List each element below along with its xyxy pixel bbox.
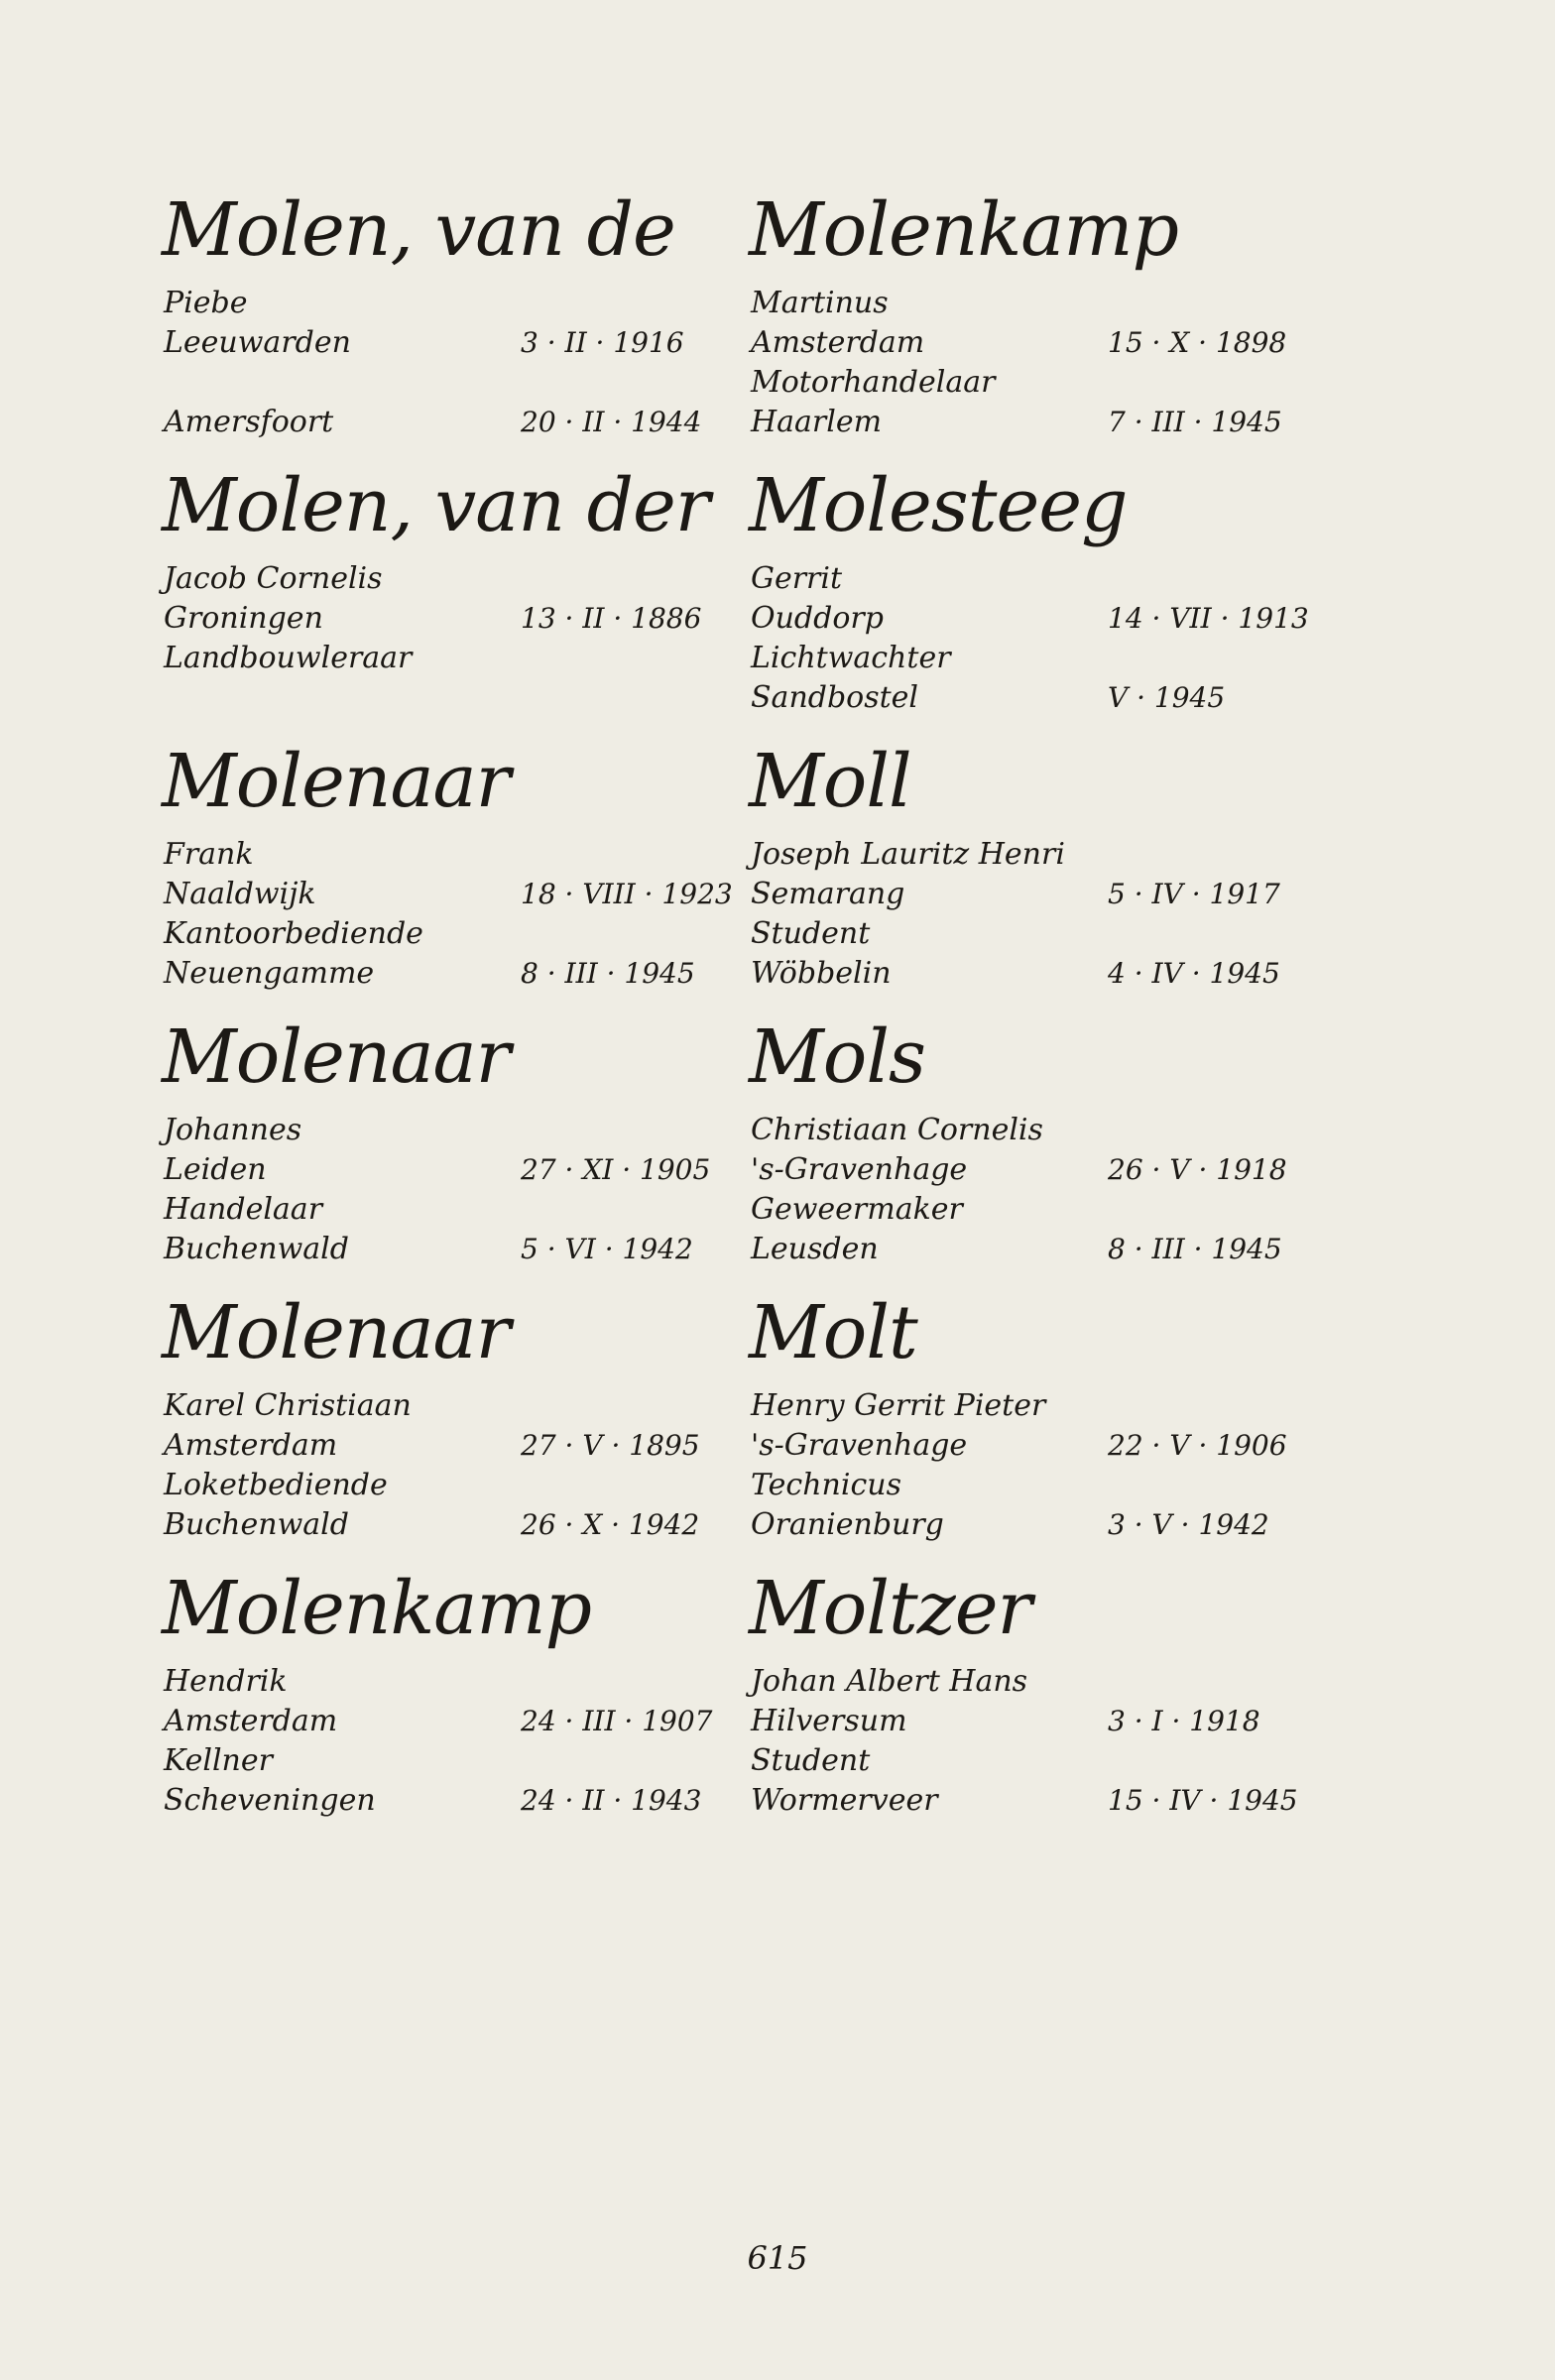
entry-date: 15 · IV · 1945 xyxy=(1108,1784,1298,1817)
entry-date: 3 · I · 1918 xyxy=(1108,1705,1260,1737)
entry-line xyxy=(749,1505,1344,1545)
memorial-entry xyxy=(162,1567,757,1843)
entry-text: Loketbediende xyxy=(164,1468,388,1502)
entry-line xyxy=(749,403,1344,442)
entry-text: Landbouwleraar xyxy=(164,641,413,675)
entry-text: Amsterdam xyxy=(164,1704,338,1738)
entry-line xyxy=(162,1662,757,1702)
entry-date: 4 · IV · 1945 xyxy=(1108,957,1280,990)
entry-text: Kantoorbediende xyxy=(164,916,423,951)
entry-line xyxy=(162,559,757,599)
entry-line xyxy=(162,1230,757,1269)
entry-date: 20 · II · 1944 xyxy=(521,406,702,438)
entry-date: 3 · II · 1916 xyxy=(521,326,684,359)
entry-text: Groningen xyxy=(164,601,323,636)
entry-line xyxy=(749,559,1344,599)
entry-text: Scheveningen xyxy=(164,1783,376,1818)
surname-heading: Molesteeg xyxy=(749,463,1128,548)
entry-text: Handelaar xyxy=(164,1192,323,1227)
surname-heading: Molenaar xyxy=(162,739,511,824)
entry-text: Gerrit xyxy=(751,561,843,596)
entry-line xyxy=(162,1505,757,1545)
entry-line xyxy=(749,599,1344,639)
page-number: 615 xyxy=(747,2239,808,2277)
entry-text: Wöbbelin xyxy=(751,956,892,991)
entry-date: 18 · VIII · 1923 xyxy=(521,878,733,910)
surname-heading: Molen, van de xyxy=(162,187,675,273)
entry-line xyxy=(162,639,757,678)
entry-line xyxy=(162,1386,757,1426)
entry-text: Kellner xyxy=(164,1743,273,1778)
entry-text: Lichtwachter xyxy=(751,641,951,675)
entry-text: Hilversum xyxy=(751,1704,907,1738)
entry-date: 3 · V · 1942 xyxy=(1108,1508,1269,1541)
entry-date: 5 · VI · 1942 xyxy=(521,1233,693,1265)
entry-line xyxy=(749,1111,1344,1150)
entry-text: Joseph Lauritz Henri xyxy=(751,837,1065,872)
memorial-entry xyxy=(162,1291,757,1567)
entry-date: 5 · IV · 1917 xyxy=(1108,878,1280,910)
entry-spacer xyxy=(162,1545,757,1567)
entry-spacer xyxy=(162,1821,757,1843)
entry-text: Henry Gerrit Pieter xyxy=(751,1388,1046,1423)
entry-line xyxy=(162,1741,757,1781)
entry-text: Jacob Cornelis xyxy=(164,561,383,596)
entry-line xyxy=(749,284,1344,323)
memorial-entry xyxy=(749,188,1344,464)
entry-line xyxy=(162,599,757,639)
entry-text: Buchenwald xyxy=(164,1232,349,1266)
entry-text: Leusden xyxy=(751,1232,879,1266)
entry-line xyxy=(749,875,1344,914)
entry-date: 26 · V · 1918 xyxy=(1108,1153,1287,1186)
entry-spacer xyxy=(749,1821,1344,1843)
right-column xyxy=(749,188,1344,1843)
entry-text: Ouddorp xyxy=(751,601,884,636)
memorial-entry xyxy=(162,740,757,1015)
entry-line xyxy=(162,678,757,718)
entry-text: Sandbostel xyxy=(751,680,919,715)
entry-text: Technicus xyxy=(751,1468,901,1502)
entry-text: Amsterdam xyxy=(751,325,925,360)
entry-text: Leiden xyxy=(164,1152,267,1187)
entry-text: Student xyxy=(751,1743,871,1778)
memorial-entry xyxy=(162,188,757,464)
entry-line xyxy=(749,1190,1344,1230)
left-column xyxy=(162,188,757,1843)
entry-line xyxy=(749,1386,1344,1426)
memorial-entry xyxy=(749,1291,1344,1567)
entry-text: Naaldwijk xyxy=(164,877,316,911)
surname-heading: Moll xyxy=(749,739,911,824)
entry-text: Motorhandelaar xyxy=(751,365,996,400)
entry-text: Hendrik xyxy=(164,1664,288,1699)
entry-date: 8 · III · 1945 xyxy=(1108,1233,1282,1265)
entry-spacer xyxy=(749,442,1344,464)
entry-date: 13 · II · 1886 xyxy=(521,602,702,635)
entry-text: Leeuwarden xyxy=(164,325,351,360)
entry-line xyxy=(162,1190,757,1230)
entry-line xyxy=(749,1662,1344,1702)
surname-heading: Molenkamp xyxy=(162,1566,591,1651)
memorial-entry xyxy=(749,464,1344,740)
entry-text: Johannes xyxy=(164,1113,302,1147)
surname-heading: Molenkamp xyxy=(749,187,1178,273)
memorial-entry xyxy=(162,464,757,740)
entry-line xyxy=(162,875,757,914)
entry-text: Student xyxy=(751,916,871,951)
entry-line xyxy=(162,363,757,403)
entry-date: 26 · X · 1942 xyxy=(521,1508,700,1541)
entry-spacer xyxy=(162,1269,757,1291)
entry-date: 15 · X · 1898 xyxy=(1108,326,1287,359)
entry-line xyxy=(749,1150,1344,1190)
entry-line xyxy=(749,835,1344,875)
memorial-entry xyxy=(749,1567,1344,1843)
entry-spacer xyxy=(162,994,757,1015)
entry-text: Semarang xyxy=(751,877,905,911)
entry-text: Neuengamme xyxy=(164,956,375,991)
entry-line xyxy=(162,954,757,994)
entry-line xyxy=(162,1702,757,1741)
entry-spacer xyxy=(162,442,757,464)
entry-date: 14 · VII · 1913 xyxy=(1108,602,1309,635)
entry-date: 22 · V · 1906 xyxy=(1108,1429,1287,1462)
entry-line xyxy=(162,835,757,875)
entry-text: Frank xyxy=(164,837,254,872)
entry-text: Amersfoort xyxy=(164,405,334,439)
entry-line xyxy=(749,1426,1344,1466)
entry-line xyxy=(749,1781,1344,1821)
entry-date: 24 · III · 1907 xyxy=(521,1705,713,1737)
entry-line xyxy=(162,323,757,363)
entry-date: 27 · XI · 1905 xyxy=(521,1153,711,1186)
entry-spacer xyxy=(749,994,1344,1015)
entry-text: Buchenwald xyxy=(164,1507,349,1542)
memorial-entry xyxy=(749,1015,1344,1291)
entry-line xyxy=(749,1466,1344,1505)
entry-line xyxy=(749,639,1344,678)
entry-spacer xyxy=(749,1545,1344,1567)
surname-heading: Molen, van der xyxy=(162,463,710,548)
entry-text: Haarlem xyxy=(751,405,883,439)
entry-line xyxy=(162,1150,757,1190)
entry-date: 27 · V · 1895 xyxy=(521,1429,700,1462)
entry-line xyxy=(162,403,757,442)
surname-heading: Molt xyxy=(749,1290,917,1375)
entry-text: Geweermaker xyxy=(751,1192,963,1227)
entry-text: Piebe xyxy=(164,286,248,320)
entry-text: 's-Gravenhage xyxy=(751,1428,968,1463)
entry-line xyxy=(749,1702,1344,1741)
entry-text: Amsterdam xyxy=(164,1428,338,1463)
entry-line xyxy=(162,1111,757,1150)
entry-line xyxy=(162,914,757,954)
entry-line xyxy=(162,1426,757,1466)
entry-line xyxy=(749,363,1344,403)
entry-text: Karel Christiaan xyxy=(164,1388,412,1423)
entry-line xyxy=(749,323,1344,363)
entry-text: 's-Gravenhage xyxy=(751,1152,968,1187)
entry-text: Christiaan Cornelis xyxy=(751,1113,1043,1147)
entry-date: 8 · III · 1945 xyxy=(521,957,695,990)
entry-date: 7 · III · 1945 xyxy=(1108,406,1282,438)
entry-line xyxy=(162,1466,757,1505)
entry-line xyxy=(749,678,1344,718)
entry-spacer xyxy=(749,718,1344,740)
entry-text: Oranienburg xyxy=(751,1507,944,1542)
surname-heading: Moltzer xyxy=(749,1566,1031,1651)
entry-text: Johan Albert Hans xyxy=(751,1664,1028,1699)
surname-heading: Molenaar xyxy=(162,1014,511,1100)
entry-date: 24 · II · 1943 xyxy=(521,1784,702,1817)
entry-line xyxy=(162,284,757,323)
entry-spacer xyxy=(749,1269,1344,1291)
entry-line xyxy=(749,954,1344,994)
entry-text: Wormerveer xyxy=(751,1783,938,1818)
entry-line xyxy=(749,914,1344,954)
entry-line xyxy=(162,1781,757,1821)
memorial-entry xyxy=(749,740,1344,1015)
surname-heading: Mols xyxy=(749,1014,925,1100)
entry-date: V · 1945 xyxy=(1108,681,1226,714)
entry-spacer xyxy=(162,718,757,740)
memorial-entry xyxy=(162,1015,757,1291)
entry-line xyxy=(749,1230,1344,1269)
entry-text: Martinus xyxy=(751,286,889,320)
surname-heading: Molenaar xyxy=(162,1290,511,1375)
entry-line xyxy=(749,1741,1344,1781)
